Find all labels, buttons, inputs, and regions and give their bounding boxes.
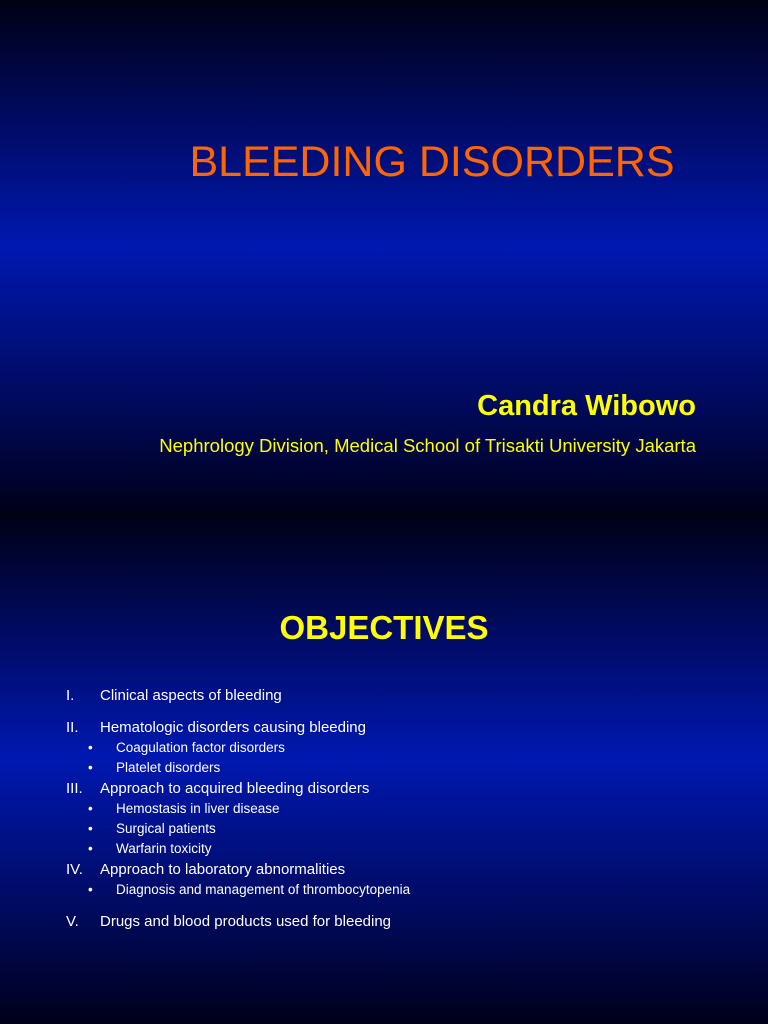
objective-numeral: IV.: [66, 861, 83, 878]
objective-item: [66, 717, 746, 778]
objective-subitems: [66, 880, 746, 900]
objective-numeral: II.: [66, 719, 79, 736]
objective-subitem-text: Hemostasis in liver disease: [116, 801, 280, 816]
bullet-icon: •: [88, 882, 93, 897]
objective-numeral: V.: [66, 913, 79, 930]
objective-subitem: [66, 880, 746, 900]
objective-item: [66, 859, 746, 900]
objective-subitems: [66, 799, 746, 859]
objective-subitem: [66, 839, 746, 859]
objective-text: Clinical aspects of bleeding: [100, 687, 282, 704]
objective-subitem-text: Platelet disorders: [116, 760, 221, 775]
author-affiliation: Nephrology Division, Medical School of Trisakti University Jakarta: [159, 435, 696, 456]
objective-numeral: III.: [66, 780, 83, 797]
objective-subitems: [66, 738, 746, 778]
objective-subitem-text: Surgical patients: [116, 821, 216, 836]
objective-subitem-text: Warfarin toxicity: [116, 841, 212, 856]
objective-subitem: [66, 758, 746, 778]
objective-item: [66, 778, 746, 859]
objective-numeral: I.: [66, 687, 75, 704]
bullet-icon: •: [88, 801, 93, 816]
objective-item: [66, 685, 746, 706]
objective-subitem-text: Coagulation factor disorders: [116, 740, 285, 755]
objectives-list: [66, 685, 746, 932]
objective-subitem-text: Diagnosis and management of thrombocytopenia: [116, 882, 411, 897]
bullet-icon: •: [88, 760, 93, 775]
objectives-title: OBJECTIVES: [279, 609, 489, 646]
objective-text: Approach to acquired bleeding disorders: [100, 780, 370, 797]
objective-text: Approach to laboratory abnormalities: [100, 861, 346, 878]
objective-subitem: [66, 799, 746, 819]
objective-item: [66, 911, 746, 932]
objective-text: Drugs and blood products used for bleeding: [100, 913, 392, 930]
author-name: Candra Wibowo: [477, 390, 696, 422]
slide-title: BLEEDING DISORDERS: [189, 138, 675, 186]
objective-subitem: [66, 819, 746, 839]
objectives-slide: [0, 512, 768, 1024]
objective-text: Hematologic disorders causing bleeding: [100, 719, 366, 736]
bullet-icon: •: [88, 740, 93, 755]
bullet-icon: •: [88, 821, 93, 836]
objective-subitem: [66, 738, 746, 758]
bullet-icon: •: [88, 841, 93, 856]
